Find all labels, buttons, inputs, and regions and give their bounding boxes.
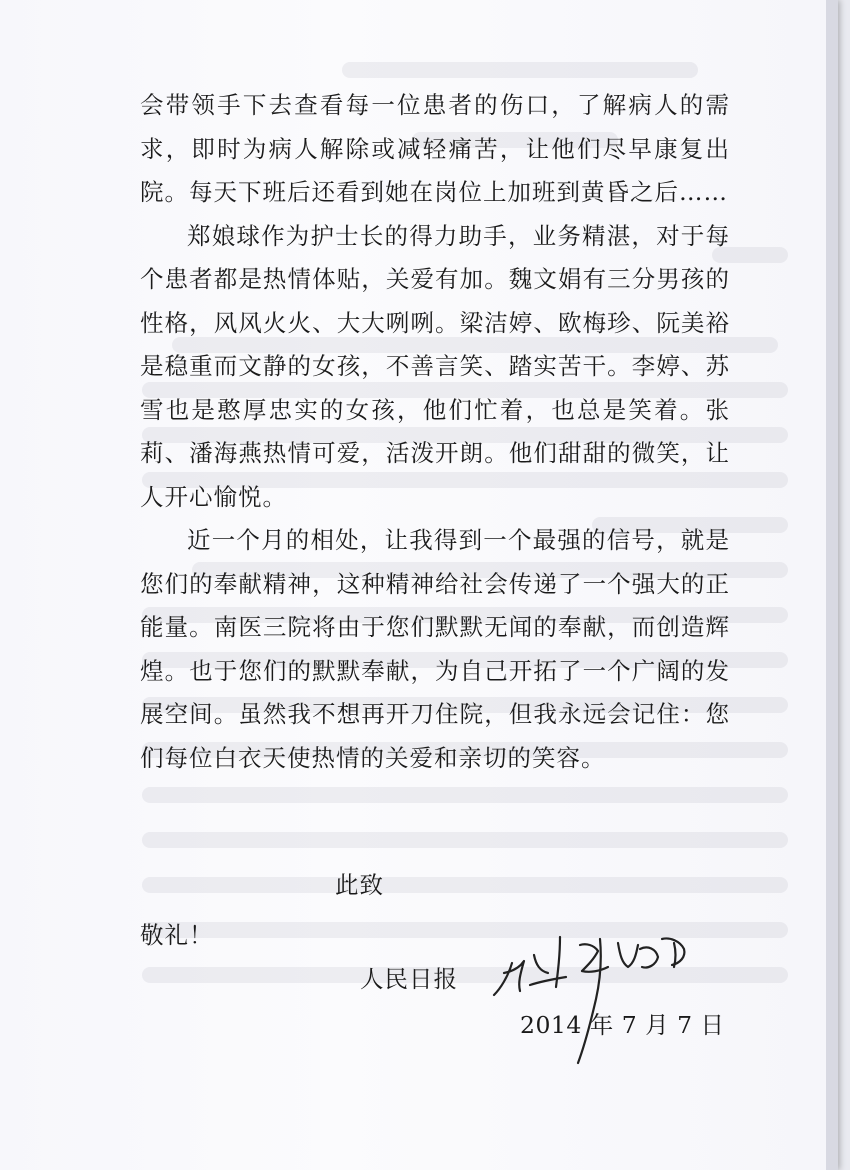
sender-name: 人民日报 [360,965,458,993]
handwritten-signature [490,915,710,1075]
paragraph-1: 会带领手下去查看每一位患者的伤口，了解病人的需求，即时为病人解除或减轻痛苦，让他们尽早康复出院。每天下班后还看到她在岗位上加班到黄昏之后…… [140,91,730,206]
letter-body [140,84,730,780]
closing-phrase: 此致 [335,871,384,899]
salutation: 敬礼！ [140,921,214,949]
scan-edge [826,0,838,1170]
paragraph-2: 郑娘球作为护士长的得力助手，业务精湛，对于每个患者都是热情体贴，关爱有加。魏文娟有三分男孩的性格，风风火火、大大咧咧。梁洁婷、欧梅珍、阮美裕是稳重而文静的女孩，不善言笑、踏实苦干。李婷、苏雪也是憨厚忠实的女孩，他们忙着，也总是笑着。张莉、潘海燕热情可爱，活泼开朗。他们甜甜的微笑，让人开心愉悦。 [140,221,730,511]
letter-date: 2014 年 7 月 7 日 [520,1011,725,1039]
paragraph-3: 近一个月的相处，让我得到一个最强的信号，就是您们的奉献精神，这种精神给社会传递了一个强大的正能量。南医三院将由于您们默默无闻的奉献，而创造辉煌。也于您们的默默奉献，为自己开拓了一个广阔的发展空间。虽然我不想再开刀住院，但我永远会记住：您们每位白衣天使热情的关爱和亲切的笑容。 [140,526,730,772]
